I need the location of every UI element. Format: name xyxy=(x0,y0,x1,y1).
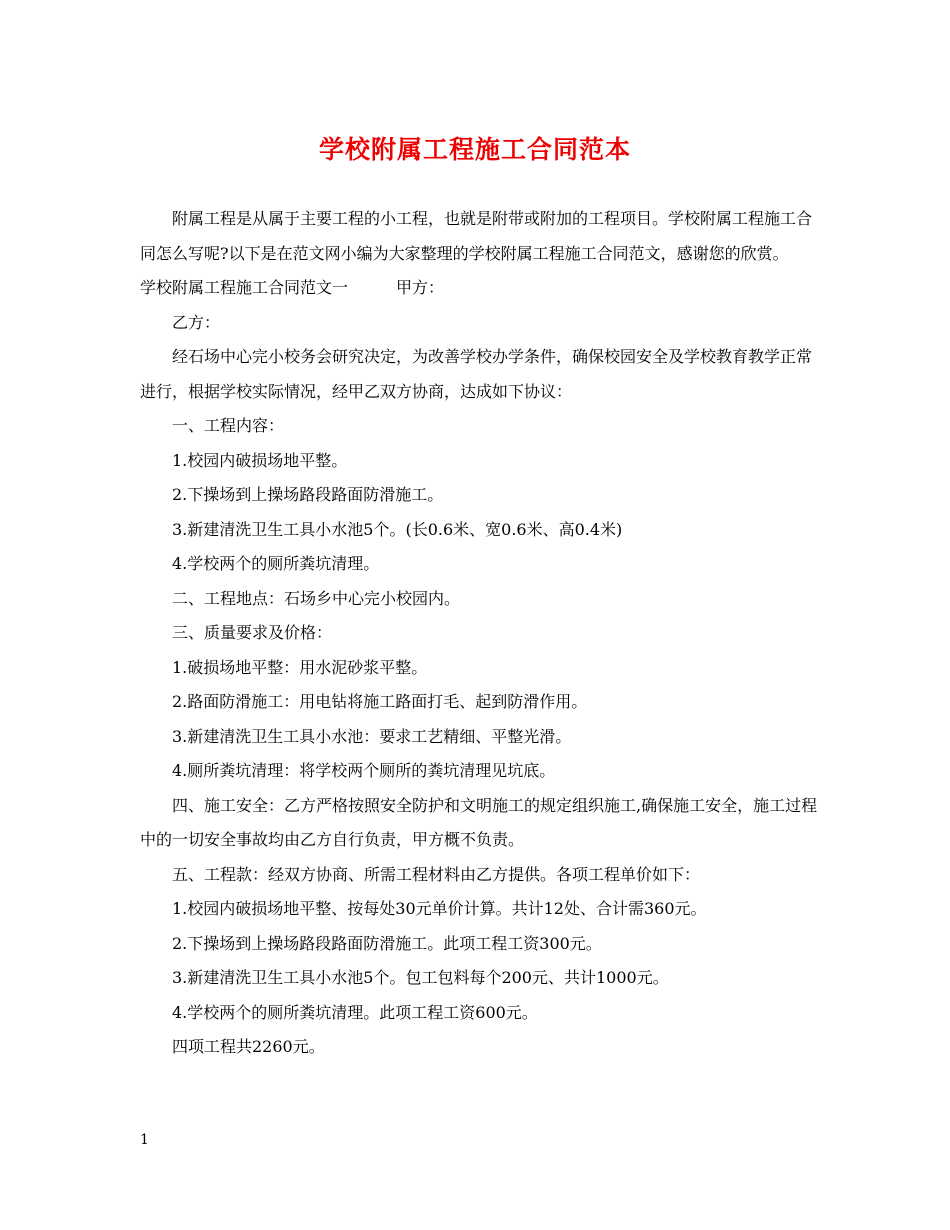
payment-item: 3.新建清洗卫生工具小水池5个。包工包料每个200元、共计1000元。 xyxy=(172,968,669,987)
section-heading-quality: 三、质量要求及价格： xyxy=(172,623,333,642)
party-a-label: 甲方： xyxy=(396,278,445,297)
payment-item: 2.下操场到上操场路段路面防滑施工。此项工程工资300元。 xyxy=(172,933,602,953)
payment-total: 四项工程共2260元。 xyxy=(172,1037,325,1056)
quality-item: 1.破损场地平整：用水泥砂浆平整。 xyxy=(172,657,428,677)
quality-item: 3.新建清洗卫生工具小水池：要求工艺精细、平整光滑。 xyxy=(172,726,572,746)
sample-heading: 学校附属工程施工合同范文一 xyxy=(140,278,349,297)
paragraph-purpose: 经石场中心完小校务会研究决定，为改善学校办学条件，确保校园安全及学校教育教学正常进行，根据学校实际情况，经甲乙双方协商，达成如下协议： xyxy=(140,347,813,401)
page-number: 1 xyxy=(140,1132,149,1148)
section-safety: 四、施工安全：乙方严格按照安全防护和文明施工的规定组织施工,确保施工安全，施工过程中的一切安全事故均由乙方自行负责，甲方概不负责。 xyxy=(140,795,818,849)
document-body xyxy=(140,202,820,1065)
section-heading-content: 一、工程内容： xyxy=(172,416,285,435)
section-heading-payment: 五、工程款：经双方协商、所需工程材料由乙方提供。各项工程单价如下： xyxy=(172,864,701,884)
page-title: 学校附属工程施工合同范本 xyxy=(318,135,631,164)
payment-item: 1.校园内破损场地平整、按每处30元单价计算。共计12处、合计需360元。 xyxy=(172,899,707,918)
quality-item: 4.厕所粪坑清理：将学校两个厕所的粪坑清理见坑底。 xyxy=(172,761,556,780)
content-item: 2.下操场到上操场路段路面防滑施工。 xyxy=(172,485,444,504)
payment-item: 4.学校两个的厕所粪坑清理。此项工程工资600元。 xyxy=(172,1002,538,1022)
party-b-label: 乙方： xyxy=(172,312,221,332)
intro-paragraph: 附属工程是从属于主要工程的小工程，也就是附带或附加的工程项目。学校附属工程施工合同怎么写呢?以下是在范文网小编为大家整理的学校附属工程施工合同范文，感谢您的欣赏。 xyxy=(140,209,813,263)
section-heading-location: 二、工程地点：石场乡中心完小校园内。 xyxy=(172,588,461,608)
content-item: 4.学校两个的厕所粪坑清理。 xyxy=(172,554,380,573)
content-item: 1.校园内破损场地平整。 xyxy=(172,450,348,470)
sample-heading-line xyxy=(140,271,820,306)
content-item: 3.新建清洗卫生工具小水池5个。(长0.6米、宽0.6米、高0.4米) xyxy=(172,519,623,539)
quality-item: 2.路面防滑施工：用电钻将施工路面打毛、起到防滑作用。 xyxy=(172,692,588,711)
